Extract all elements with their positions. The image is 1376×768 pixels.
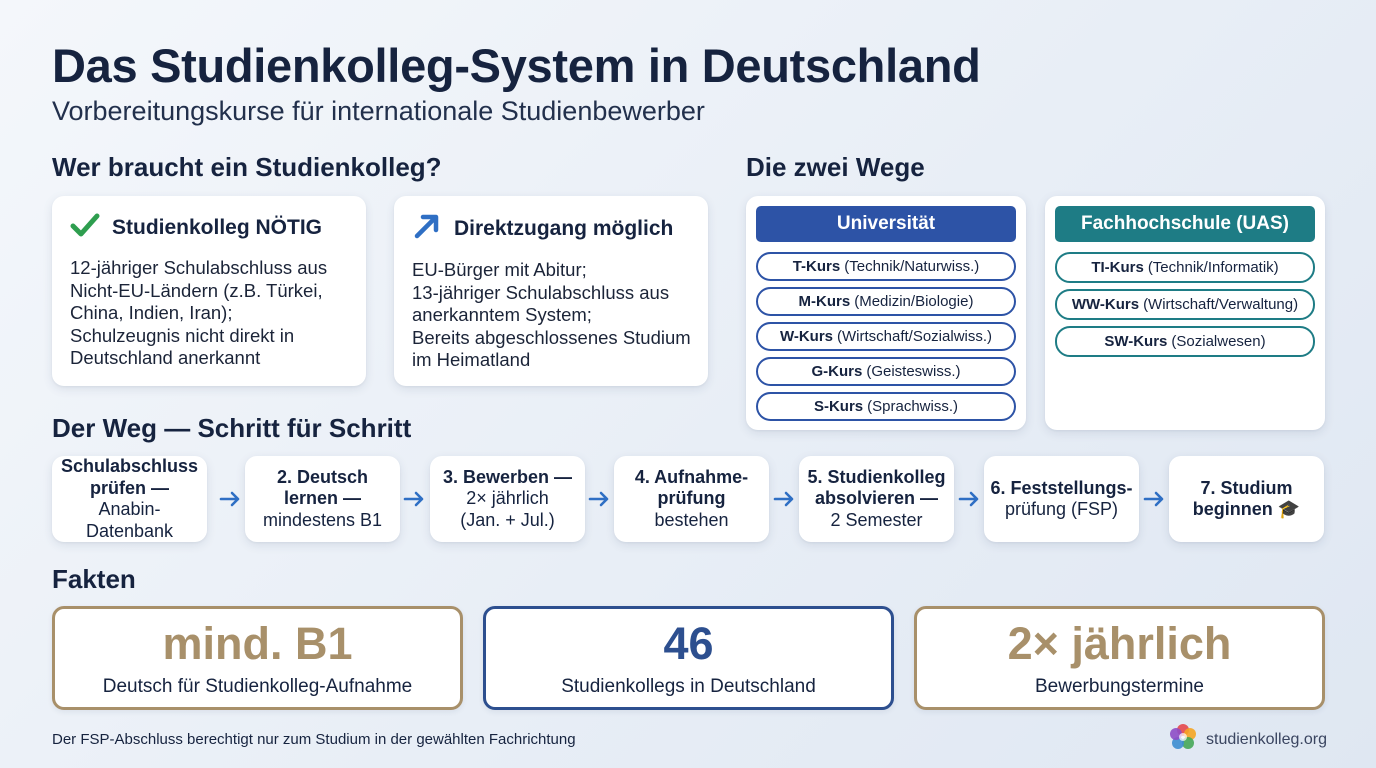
paths-heading: Die zwei Wege [746,152,925,182]
step-line: lernen — [283,488,361,509]
step-line: 5. Studienkolleg [807,466,946,487]
course-pill [756,287,1016,316]
course-desc: (Medizin/Biologie) [854,293,974,310]
fact-card [483,606,894,710]
fh-path-card [1045,196,1325,430]
step-arrow-icon [401,486,427,512]
course-code: W-Kurs [779,328,833,345]
fact-card [914,606,1325,710]
course-pill [756,322,1016,351]
step-line: beginnen 🎓 [1192,499,1301,519]
step-card [1169,456,1324,542]
direct-line: im Heimatland [412,349,531,370]
needed-line: Nicht-EU-Ländern (z.B. Türkei, [70,279,323,301]
check-icon [70,212,100,243]
step-line: Anabin-Datenbank [85,499,174,541]
step-line: mindestens B1 [262,509,383,530]
step-line: 7. Studium [1200,477,1293,498]
who-needs-heading: Wer braucht ein Studienkolleg? [52,152,442,182]
course-desc: (Sozialwesen) [1171,333,1266,350]
fh-header: Fachhochschule (UAS) [1055,206,1315,242]
needed-line: 12-jähriger Schulabschluss aus [70,257,328,278]
course-desc: (Wirtschaft/Verwaltung) [1143,296,1299,313]
footnote: Der FSP-Abschluss berechtigt nur zum Studium in der gewählten Fachrichtung [52,731,576,748]
page-title: Das Studienkolleg-System in Deutschland [52,39,981,92]
direct-line: Bereits abgeschlossenes Studium [412,326,691,348]
course-desc: (Sprachwiss.) [867,398,959,415]
course-code: SW-Kurs [1104,333,1168,350]
course-code: M-Kurs [798,293,851,310]
step-arrow-icon [1141,486,1167,512]
university-path-card [746,196,1026,430]
fact-label: Bewerbungstermine [1035,676,1204,697]
step-line: 2. Deutsch [276,466,368,487]
arrow-up-right-icon [412,212,442,245]
fact-value: 46 [663,618,714,669]
step-card [52,456,207,542]
course-pill [756,392,1016,421]
course-pill [1055,326,1315,357]
step-line: prüfen — [90,477,169,498]
direct-text [412,259,690,372]
direct-card [394,196,708,386]
brand[interactable] [1168,722,1327,757]
step-arrow-icon [586,486,612,512]
step-line: (Jan. + Jul.) [460,509,555,530]
needed-line: Schulzeugnis nicht direkt in [70,324,295,346]
step-card [245,456,400,542]
fact-label: Deutsch für Studienkolleg-Aufnahme [102,676,413,697]
step-arrow-icon [956,486,982,512]
fact-value: 2× jährlich [1007,618,1232,669]
course-desc: (Technik/Informatik) [1147,259,1279,276]
direct-line: anerkanntem System; [412,304,592,325]
course-desc: (Geisteswiss.) [866,363,961,380]
step-line: 2× jährlich [466,488,549,509]
step-line: 3. Bewerben — [442,466,573,487]
direct-line: 13-jähriger Schulabschluss aus [412,281,670,303]
course-pill [756,357,1016,386]
step-arrow-icon [771,486,797,512]
university-header: Universität [756,206,1016,242]
needed-title: Studienkolleg NÖTIG [112,215,323,239]
needed-line: China, Indien, Iran); [70,302,233,323]
step-line: bestehen [654,509,729,530]
page-subtitle: Vorbereitungskurse für internationale Studienbewerber [52,96,705,126]
step-card [614,456,769,542]
step-line: absolvieren — [814,488,939,509]
step-line: 2 Semester [830,509,923,530]
step-card [430,456,585,542]
course-code: TI-Kurs [1091,259,1144,276]
step-line: 6. Feststellungs- [990,477,1133,498]
course-code: T-Kurs [792,258,841,275]
steps-heading: Der Weg — Schritt für Schritt [52,413,412,443]
brand-name: studienkolleg.org [1206,730,1327,748]
fact-label: Studienkollegs in Deutschland [561,676,816,697]
fact-card [52,606,463,710]
course-pill [1055,289,1315,320]
step-line: prüfung (FSP) [1004,499,1119,519]
flower-logo-icon [1168,722,1198,757]
course-code: S-Kurs [813,398,864,415]
step-card [799,456,954,542]
direct-title: Direktzugang möglich [454,216,674,240]
course-desc: (Wirtschaft/Sozialwiss.) [837,328,993,345]
course-code: G-Kurs [811,363,863,380]
step-arrow-icon [217,486,243,512]
course-pill [756,252,1016,281]
direct-line: EU-Bürger mit Abitur; [412,259,587,280]
course-desc: (Technik/Naturwiss.) [844,258,980,275]
step-line: prüfung [657,488,726,509]
step-card [984,456,1139,542]
needed-text [70,257,348,370]
course-code: WW-Kurs [1071,296,1140,313]
facts-heading: Fakten [52,564,136,594]
needed-card [52,196,366,386]
fact-value: mind. B1 [162,618,353,669]
step-line: 4. Aufnahme- [634,466,749,487]
needed-line: Deutschland anerkannt [70,347,261,368]
step-line: Schulabschluss [60,456,199,476]
course-pill [1055,252,1315,283]
